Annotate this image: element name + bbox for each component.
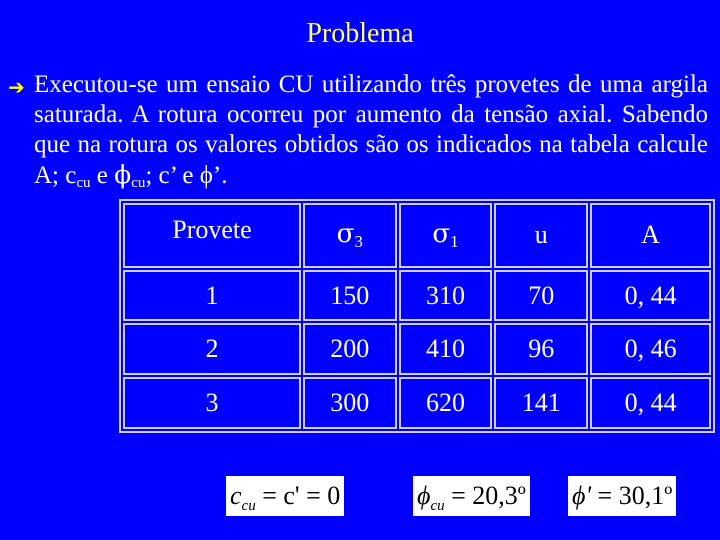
cell-sigma1: 410 xyxy=(399,323,493,375)
results-table xyxy=(119,199,715,433)
formula-ccu xyxy=(226,476,344,516)
formula-ccu-value: = c' = 0 xyxy=(255,481,341,510)
phi-symbol: ϕ xyxy=(114,160,132,189)
sigma1-symbol: σ xyxy=(432,218,451,249)
formula-phicu xyxy=(413,476,530,516)
problem-text-end: ; c’ e ϕ’. xyxy=(145,162,228,189)
slide-title: Problema xyxy=(306,18,414,49)
table-row xyxy=(123,270,711,322)
problem-statement xyxy=(8,70,708,198)
header-sigma1 xyxy=(399,203,493,268)
formula-phicu-var: ϕ xyxy=(417,481,431,510)
problem-text xyxy=(34,70,708,198)
cell-sigma3: 300 xyxy=(303,377,397,429)
table-row xyxy=(123,377,711,429)
formula-ccu-sub: cu xyxy=(241,498,256,515)
header-provete: Provete xyxy=(123,203,301,268)
cell-sigma3: 200 xyxy=(303,323,397,375)
formula-phi-prime xyxy=(568,476,676,516)
cell-A: 0, 46 xyxy=(590,323,711,375)
cell-provete: 1 xyxy=(123,270,301,322)
cell-sigma1: 310 xyxy=(399,270,493,322)
cell-sigma1: 620 xyxy=(399,377,493,429)
cell-u: 141 xyxy=(494,377,588,429)
formula-phi-prime-var: ϕ' xyxy=(572,481,592,510)
table-row xyxy=(123,323,711,375)
formula-phicu-sub: cu xyxy=(430,498,445,515)
problem-text-main: Executou-se um ensaio CU utilizando três provetes de uma argila saturada. A rotura ocorreu por aumento da tensão axial. Sabendo que na rotura os valores obtidos são os indicados na tabela calcule A; c xyxy=(34,71,708,189)
cell-provete: 2 xyxy=(123,323,301,375)
sigma1-subscript: 1 xyxy=(450,231,459,251)
cell-A: 0, 44 xyxy=(590,270,711,322)
problem-sub-cu: cu xyxy=(76,175,91,191)
sigma3-symbol: σ xyxy=(336,218,355,249)
header-sigma3 xyxy=(303,203,397,268)
arrow-right-icon: ➔ xyxy=(8,75,25,99)
table-header-row xyxy=(123,203,711,268)
cell-sigma3: 150 xyxy=(303,270,397,322)
header-A: A xyxy=(590,203,711,268)
result-formulas xyxy=(0,476,720,516)
cell-u: 96 xyxy=(494,323,588,375)
formula-phicu-value: = 20,3º xyxy=(444,481,526,510)
cell-u: 70 xyxy=(494,270,588,322)
header-u: u xyxy=(494,203,588,268)
cell-provete: 3 xyxy=(123,377,301,429)
formula-ccu-var: c xyxy=(230,481,242,510)
problem-text-e: e xyxy=(90,162,115,189)
sigma3-subscript: 3 xyxy=(354,231,363,251)
formula-phi-prime-value: = 30,1º xyxy=(591,481,673,510)
cell-A: 0, 44 xyxy=(590,377,711,429)
problem-sub-phicu: cu xyxy=(131,175,146,191)
